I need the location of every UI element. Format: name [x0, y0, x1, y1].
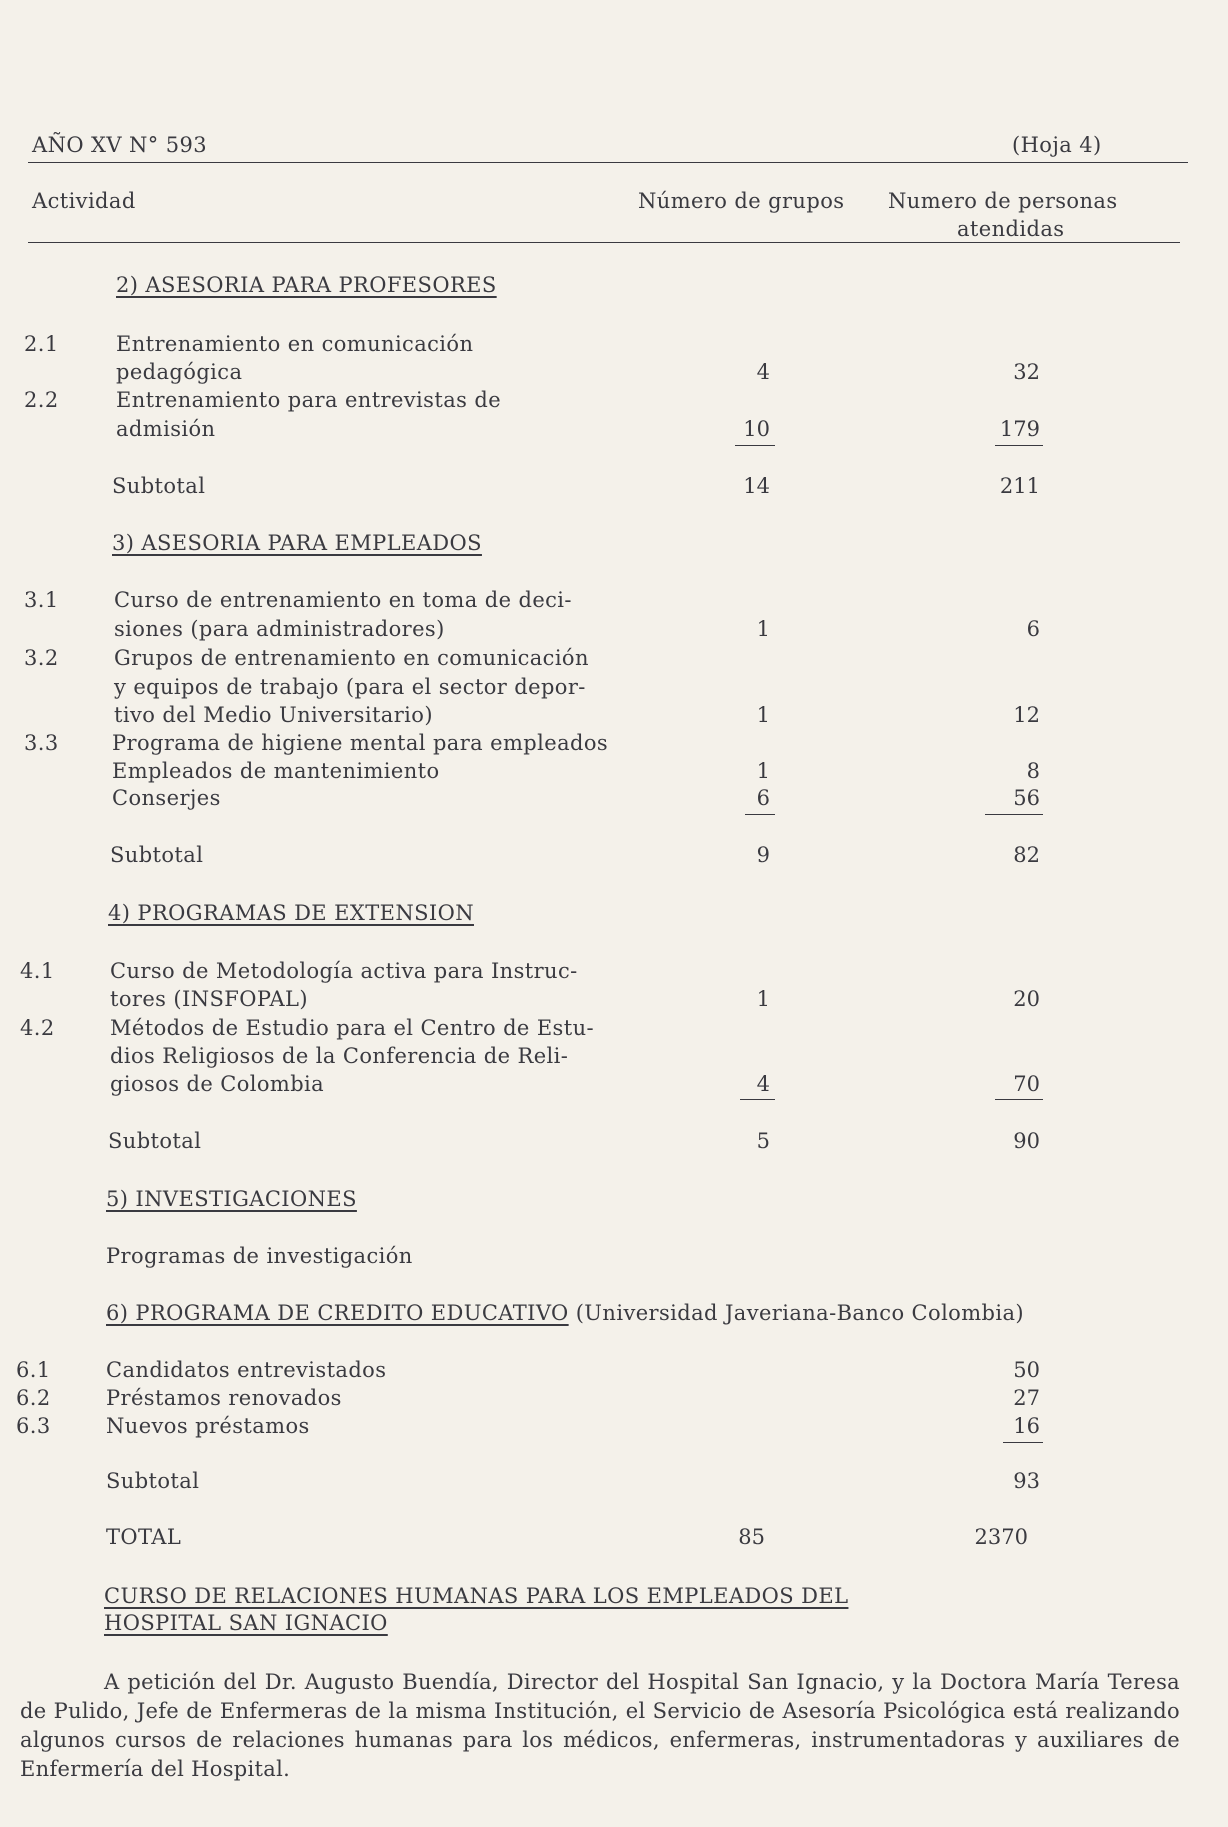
people-value: 27	[1013, 1386, 1040, 1410]
item-label: tores (INSFOPAL)	[110, 987, 308, 1011]
sum-rule	[745, 814, 775, 815]
item-number: 3.2	[24, 646, 59, 670]
item-label: siones (para administradores)	[114, 617, 445, 641]
item-label: Programas de investigación	[106, 1244, 413, 1268]
item-label: Curso de Metodología activa para Instruc-	[110, 959, 578, 983]
people-subtotal: 82	[1013, 843, 1040, 867]
groups-value: 1	[756, 987, 770, 1011]
issue-header: AÑO XV N° 593	[32, 133, 208, 157]
col-activity: Actividad	[32, 189, 136, 213]
item-label: Métodos de Estudio para el Centro de Estu-	[110, 1016, 594, 1040]
groups-subtotal: 9	[756, 843, 770, 867]
section-6-title: 6) PROGRAMA DE CREDITO EDUCATIVO	[106, 1301, 569, 1325]
groups-value: 4	[756, 360, 770, 384]
people-value: 6	[1026, 617, 1040, 641]
item-number: 2.2	[24, 388, 59, 412]
groups-value: 4	[756, 1072, 770, 1096]
sheet-number: (Hoja 4)	[1012, 133, 1102, 157]
subtotal-label: Subtotal	[112, 474, 206, 498]
people-value: 56	[1013, 786, 1040, 810]
item-number: 2.1	[24, 332, 59, 356]
sum-rule	[1003, 1442, 1043, 1443]
groups-value: 10	[743, 417, 770, 441]
col-groups: Número de grupos	[638, 189, 845, 213]
sum-rule	[740, 1099, 775, 1100]
subtotal-label: Subtotal	[106, 1469, 200, 1493]
item-number: 6.1	[16, 1358, 51, 1382]
course-paragraph: A petición del Dr. Augusto Buendía, Director del Hospital San Ignacio, y la Doctora María Teresa de Pulido, Jefe de Enfermeras de la misma Institución, el Servicio de Asesoría Psicológica está realizando algunos cursos de relaciones humanas para los médicos, enfermeras, instrumentadoras y auxiliares de Enfermería del Hospital.	[20, 1670, 1180, 1781]
header-rule	[28, 162, 1188, 163]
item-label: Conserjes	[112, 786, 221, 810]
item-label: dios Religiosos de la Conferencia de Reli-	[110, 1044, 569, 1068]
item-number: 4.1	[20, 959, 55, 983]
item-number: 3.1	[24, 588, 59, 612]
item-label: admisión	[116, 417, 216, 441]
sum-rule	[985, 814, 1043, 815]
section-6-title-row	[106, 1300, 1024, 1326]
item-label: Curso de entrenamiento en toma de deci-	[114, 588, 572, 612]
subtotal-label: Subtotal	[108, 1129, 202, 1153]
col-people-2: atendidas	[957, 217, 1065, 241]
section-5-title: 5) INVESTIGACIONES	[106, 1187, 357, 1211]
section-6-sponsor: (Universidad Javeriana-Banco Colombia)	[575, 1301, 1025, 1325]
columns-rule	[28, 242, 1180, 243]
section-2-title: 2) ASESORIA PARA PROFESORES	[116, 273, 497, 297]
item-label: Programa de higiene mental para empleados	[112, 731, 609, 755]
item-label: Entrenamiento en comunicación	[116, 332, 474, 356]
people-value: 20	[1013, 987, 1040, 1011]
course-title: CURSO DE RELACIONES HUMANAS PARA LOS EMPLEADOS DEL	[104, 1584, 849, 1608]
total-label: TOTAL	[106, 1525, 182, 1549]
groups-value: 1	[756, 759, 770, 783]
sum-rule	[735, 445, 775, 446]
item-label: Préstamos renovados	[106, 1386, 342, 1410]
groups-value: 6	[756, 786, 770, 810]
people-value: 179	[999, 417, 1040, 441]
item-label: Empleados de mantenimiento	[112, 759, 440, 783]
groups-subtotal: 5	[756, 1129, 770, 1153]
people-subtotal: 93	[1013, 1469, 1040, 1493]
col-people: Numero de personas	[888, 189, 1118, 213]
people-value: 8	[1026, 759, 1040, 783]
item-label: Grupos de entrenamiento en comunicación	[114, 646, 589, 670]
course-title-2: HOSPITAL SAN IGNACIO	[104, 1611, 388, 1635]
item-label: pedagógica	[116, 360, 243, 384]
subtotal-label: Subtotal	[110, 843, 204, 867]
groups-value: 1	[756, 617, 770, 641]
item-number: 6.2	[16, 1386, 51, 1410]
groups-value: 1	[756, 703, 770, 727]
item-label: giosos de Colombia	[110, 1072, 325, 1096]
people-value: 12	[1013, 703, 1040, 727]
people-value: 70	[1013, 1072, 1040, 1096]
item-label: Nuevos préstamos	[106, 1414, 310, 1438]
groups-total: 85	[738, 1525, 765, 1549]
people-subtotal: 90	[1013, 1129, 1040, 1153]
people-value: 16	[1013, 1414, 1040, 1438]
item-number: 6.3	[16, 1414, 51, 1438]
item-number: 3.3	[24, 731, 59, 755]
people-value: 50	[1013, 1358, 1040, 1382]
people-value: 32	[1013, 360, 1040, 384]
sum-rule	[995, 445, 1043, 446]
item-label: y equipos de trabajo (para el sector depor-	[114, 675, 586, 699]
item-label: Entrenamiento para entrevistas de	[116, 388, 502, 412]
sum-rule	[995, 1099, 1043, 1100]
people-subtotal: 211	[999, 474, 1040, 498]
item-label: tivo del Medio Universitario)	[114, 703, 433, 727]
people-total: 2370	[974, 1525, 1028, 1549]
section-3-title: 3) ASESORIA PARA EMPLEADOS	[112, 531, 482, 555]
groups-subtotal: 14	[743, 474, 770, 498]
item-label: Candidatos entrevistados	[106, 1358, 387, 1382]
item-number: 4.2	[20, 1016, 55, 1040]
section-4-title: 4) PROGRAMAS DE EXTENSION	[108, 901, 474, 925]
